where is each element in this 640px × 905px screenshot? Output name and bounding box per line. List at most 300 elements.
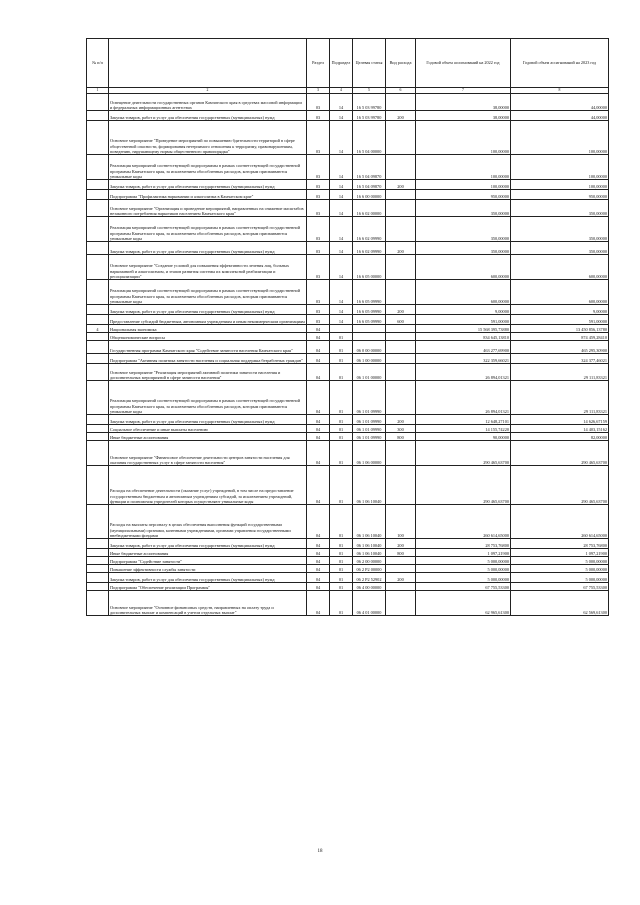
budget-allocation-table [86,38,609,616]
row-name: Расходы на обеспечение деятельности (оказание услуг) учреждений, в том числе на предоставление государственным бюджетным и автономным учреждениям субсидий, за исключением учреждений, функции и полномочия учредителей которых осуществляют уникальные коды [109,466,307,505]
row-vr: 800 [386,433,416,441]
row-number [87,200,109,217]
row-sum-2022: 591,00000 [416,315,511,325]
row-name: Национальная экономика [109,325,307,333]
row-number [87,190,109,200]
row-number [87,315,109,325]
row-sum-2022: 62 965,61300 [416,591,511,616]
row-sum-2022: 950,00000 [416,190,511,200]
row-sum-2022: 100,00000 [416,121,511,155]
row-sum-2022: 100,00000 [416,180,511,190]
row-podrazdel: 14 [330,190,353,200]
row-name: Повышение эффективности службы занятости [109,565,307,573]
table-row [87,441,609,466]
header-vr: Вид расхода [386,39,416,88]
row-podrazdel: 01 [330,341,353,354]
row-vr [386,255,416,280]
row-podrazdel: 14 [330,242,353,255]
page-number: 18 [317,849,323,854]
row-sum-2023: 62 569,61300 [511,591,609,616]
row-razdel: 04 [307,341,330,354]
row-number [87,441,109,466]
row-number [87,305,109,315]
row-sum-2023: 591,00000 [511,315,609,325]
row-sum-2023: 1 097,21900 [511,549,609,557]
row-sum-2022: 5 000,00000 [416,573,511,583]
row-csr: 06 1 06 00000 [353,441,386,466]
row-vr: 300 [386,425,416,433]
row-name: Освещение деятельности государственных органов Камчатского края в средствах массовой информации и федеральных информационных агентствах [109,94,307,111]
row-number [87,111,109,121]
row-sum-2022: 14 155,74220 [416,425,511,433]
row-sum-2022: 290 465,63700 [416,466,511,505]
row-sum-2023: 82,00000 [511,433,609,441]
row-sum-2023: 28 753,76800 [511,539,609,549]
row-sum-2022: 322 359,66021 [416,354,511,364]
column-number: 4 [330,88,353,94]
row-podrazdel: 01 [330,573,353,583]
row-razdel: 04 [307,433,330,441]
row-name: Основное мероприятие "Финансовое обеспечение деятельности центров занятости населения для оказания государственных услуг в сфере занятости населения" [109,441,307,466]
row-sum-2023: 100,00000 [511,121,609,155]
row-razdel: 03 [307,200,330,217]
row-csr: 06 1 00 00000 [353,354,386,364]
row-csr: 16 6 05 09990 [353,315,386,325]
row-name: Подпрограмма "Содействие занятости" [109,557,307,565]
row-vr [386,557,416,565]
row-sum-2022: 463 277,69900 [416,341,511,354]
row-sum-2022: 26 894,01321 [416,381,511,415]
row-name: Иные бюджетные ассигнования [109,549,307,557]
row-name: Социальное обеспечение и иные выплаты населению [109,425,307,433]
row-razdel: 03 [307,217,330,242]
row-podrazdel: 01 [330,505,353,539]
row-podrazdel: 14 [330,315,353,325]
row-razdel: 03 [307,315,330,325]
row-podrazdel: 01 [330,557,353,565]
row-sum-2023: 13 450 856,13780 [511,325,609,333]
row-podrazdel: 01 [330,333,353,341]
row-razdel: 04 [307,557,330,565]
row-razdel: 04 [307,466,330,505]
row-csr: 06 0 00 00000 [353,341,386,354]
row-number [87,557,109,565]
row-number [87,539,109,549]
row-csr: 16 6 02 09990 [353,217,386,242]
row-name: Подпрограмма "Профилактика наркомании и алкоголизма в Камчатском крае" [109,190,307,200]
row-sum-2022: 350,00000 [416,217,511,242]
row-sum-2022: 38,00000 [416,111,511,121]
row-number [87,255,109,280]
row-csr: 16 6 00 00000 [353,190,386,200]
row-podrazdel: 01 [330,354,353,364]
table-row [87,433,609,441]
row-razdel: 04 [307,539,330,549]
row-podrazdel: 01 [330,591,353,616]
row-name: Закупка товаров, работ и услуг для обеспечения государственных (муниципальных) нужд [109,415,307,425]
row-name: Основное мероприятие "Реализация мероприятий активной политики занятости населения и дополнительных мероприятий в сфере занятости населения" [109,364,307,381]
header-sum-2022: Годовой объем ассигнований на 2022 год [416,39,511,88]
row-number [87,565,109,573]
row-number [87,591,109,616]
row-name: Реализация мероприятий соответствующей подпрограммы в рамках соответствующей государственной программы Камчатского края, за исключением обособленных расходов, которым присваиваются уникальные коды [109,217,307,242]
table-row [87,94,609,111]
row-vr: 200 [386,111,416,121]
row-name: Подпрограмма "Обеспечение реализации Программы" [109,583,307,591]
row-name: Предоставление субсидий бюджетным, автономным учреждениям и иным некоммерческим организациям [109,315,307,325]
table-row [87,217,609,242]
row-podrazdel: 01 [330,415,353,425]
row-vr [386,583,416,591]
row-number [87,549,109,557]
row-sum-2022: 260 614,65000 [416,505,511,539]
row-number [87,505,109,539]
row-podrazdel: 01 [330,466,353,505]
row-csr: 16 5 04 09870 [353,155,386,180]
row-name: Расходы на выплаты персоналу в целях обеспечения выполнения функций государственными (муниципальными) органами, казенными учреждениями, органами управления государственными внебюджетными фондами [109,505,307,539]
row-sum-2023: 600,00000 [511,255,609,280]
row-sum-2023: 600,00000 [511,280,609,305]
row-sum-2022: 12 648,27101 [416,415,511,425]
row-csr: 06 1 06 10040 [353,505,386,539]
row-name: Закупка товаров, работ и услуг для обеспечения государственных (муниципальных) нужд [109,539,307,549]
row-razdel: 04 [307,573,330,583]
row-number [87,364,109,381]
row-number [87,573,109,583]
budget-table-sheet [86,38,608,616]
row-vr: 800 [386,549,416,557]
row-sum-2023: 260 614,65000 [511,505,609,539]
row-csr: 06 1 06 10040 [353,549,386,557]
table-row [87,573,609,583]
row-razdel: 04 [307,381,330,415]
row-sum-2022: 834 645,13810 [416,333,511,341]
table-row [87,242,609,255]
row-sum-2023: 29 111,83321 [511,381,609,415]
row-number [87,466,109,505]
row-podrazdel: 01 [330,425,353,433]
row-vr [386,466,416,505]
row-podrazdel: 01 [330,364,353,381]
row-csr: 06 2 00 00000 [353,557,386,565]
table-row [87,539,609,549]
row-name: Реализация мероприятий соответствующей подпрограммы в рамках соответствующей государственной программы Камчатского края, за исключением обособленных расходов, которым присваиваются уникальные коды [109,381,307,415]
row-sum-2023: 350,00000 [511,200,609,217]
row-razdel: 03 [307,280,330,305]
row-razdel: 04 [307,325,330,333]
table-row [87,557,609,565]
row-sum-2023: 350,00000 [511,217,609,242]
row-vr [386,333,416,341]
row-name: Закупка товаров, работ и услуг для обеспечения государственных (муниципальных) нужд [109,242,307,255]
row-number [87,155,109,180]
row-vr [386,155,416,180]
row-csr [353,333,386,341]
row-podrazdel: 14 [330,305,353,315]
row-vr: 200 [386,180,416,190]
table-row [87,549,609,557]
row-vr [386,341,416,354]
row-sum-2022: 5 000,00000 [416,557,511,565]
table-row [87,505,609,539]
row-sum-2023: 874 459,28410 [511,333,609,341]
table-body [87,94,609,616]
table-row [87,415,609,425]
row-vr [386,325,416,333]
row-razdel: 03 [307,111,330,121]
row-podrazdel: 14 [330,121,353,155]
row-vr: 200 [386,242,416,255]
table-row [87,583,609,591]
row-csr: 16 5 03 99780 [353,94,386,111]
row-sum-2023: 5 000,00000 [511,565,609,573]
row-name: Закупка товаров, работ и услуг для обеспечения государственных (муниципальных) нужд [109,305,307,315]
row-number [87,94,109,111]
row-razdel: 04 [307,354,330,364]
row-vr: 100 [386,505,416,539]
row-sum-2022: 600,00000 [416,255,511,280]
table-row [87,190,609,200]
row-podrazdel: 14 [330,155,353,180]
row-name: Основное мероприятие "Основное финансовых средств, направленных на оплату труда и дополнительных выплат и компенсаций в учетом отдельных выплат" [109,591,307,616]
column-number: 8 [511,88,609,94]
row-podrazdel: 01 [330,565,353,573]
row-podrazdel: 01 [330,583,353,591]
row-podrazdel: 01 [330,441,353,466]
row-sum-2023: 100,00000 [511,155,609,180]
header-sum-2023: Годовой объем ассигнований на 2023 год [511,39,609,88]
row-razdel: 03 [307,155,330,180]
row-name: Основное мероприятие "Создание условий для повышения эффективности лечения лиц, больных наркоманией и алкоголизмом, и этапов развития системы их комплексной реабилитации и ресоциализации" [109,255,307,280]
row-razdel: 03 [307,242,330,255]
row-csr: 06 2 P2 52902 [353,573,386,583]
row-podrazdel: 14 [330,255,353,280]
row-sum-2023: 14 403,15162 [511,425,609,433]
table-row [87,200,609,217]
table-row [87,341,609,354]
row-csr: 16 6 02 00000 [353,200,386,217]
header-razdel: Раздел [307,39,330,88]
table-row [87,325,609,333]
header-csr: Целевая статья [353,39,386,88]
row-razdel: 04 [307,591,330,616]
row-sum-2022: 5 000,00000 [416,565,511,573]
row-sum-2023: 290 465,63700 [511,466,609,505]
row-number [87,425,109,433]
row-csr: 16 6 02 09990 [353,242,386,255]
row-vr: 200 [386,539,416,549]
row-vr [386,565,416,573]
table-row [87,280,609,305]
row-sum-2023: 350,00000 [511,242,609,255]
row-number [87,333,109,341]
row-name: Основное мероприятие "Организация и проведение мероприятий, направленных на снижение масштабов незаконного потребления наркотиков населением Камчатского края" [109,200,307,217]
row-razdel: 04 [307,565,330,573]
row-sum-2022: 600,00000 [416,280,511,305]
row-sum-2022: 350,00000 [416,200,511,217]
table-row [87,255,609,280]
row-number [87,242,109,255]
table-row [87,180,609,190]
row-razdel: 03 [307,255,330,280]
row-podrazdel: 14 [330,280,353,305]
row-razdel: 03 [307,94,330,111]
row-number [87,280,109,305]
row-csr: 06 1 01 09990 [353,433,386,441]
header-row [87,39,609,88]
row-csr: 06 2 P2 00000 [353,565,386,573]
row-sum-2022: 67 755,53300 [416,583,511,591]
row-vr [386,280,416,305]
row-csr: 06 1 06 10040 [353,466,386,505]
row-sum-2023: 9,00000 [511,305,609,315]
row-sum-2023: 465 295,30900 [511,341,609,354]
row-number [87,180,109,190]
row-csr: 16 6 05 09990 [353,280,386,305]
row-csr: 16 5 03 99780 [353,111,386,121]
row-sum-2023: 100,00000 [511,180,609,190]
row-razdel: 03 [307,180,330,190]
row-name: Закупка товаров, работ и услуг для обеспечения государственных (муниципальных) нужд [109,573,307,583]
row-vr [386,364,416,381]
table-row [87,466,609,505]
row-name: Общеэкономические вопросы [109,333,307,341]
column-number: 1 [87,88,109,94]
row-sum-2022: 9,00000 [416,305,511,315]
row-podrazdel: 01 [330,381,353,415]
row-razdel: 04 [307,583,330,591]
row-number [87,354,109,364]
row-sum-2022: 28 753,76800 [416,539,511,549]
row-podrazdel [330,325,353,333]
row-podrazdel: 01 [330,433,353,441]
table-row [87,305,609,315]
row-razdel: 04 [307,364,330,381]
row-podrazdel: 14 [330,94,353,111]
row-podrazdel: 01 [330,549,353,557]
column-number: 5 [353,88,386,94]
row-sum-2023: 29 111,83321 [511,364,609,381]
row-sum-2023: 44,00000 [511,111,609,121]
row-csr: 16 6 05 09990 [353,305,386,315]
table-row [87,425,609,433]
row-sum-2022: 90,00000 [416,433,511,441]
row-razdel: 04 [307,549,330,557]
row-csr: 06 1 01 09990 [353,425,386,433]
row-razdel: 04 [307,415,330,425]
row-vr: 200 [386,305,416,315]
row-csr: 06 4 01 00000 [353,591,386,616]
table-row [87,565,609,573]
row-number [87,583,109,591]
row-number [87,381,109,415]
row-name: Подпрограмма "Активная политика занятости населения и социальная поддержка безработных граждан" [109,354,307,364]
row-name: Реализация мероприятий соответствующей подпрограммы в рамках соответствующей государственной программы Камчатского края, за исключением обособленных расходов, которым присваиваются уникальные коды [109,155,307,180]
row-vr [386,94,416,111]
table-row [87,381,609,415]
row-vr [386,381,416,415]
row-sum-2022: 290 465,63700 [416,441,511,466]
row-vr [386,441,416,466]
row-podrazdel: 01 [330,539,353,549]
row-vr [386,200,416,217]
row-number [87,341,109,354]
row-vr [386,217,416,242]
row-name: Иные бюджетные ассигнования [109,433,307,441]
row-name: Государственная программа Камчатского края "Содействие занятости населения Камчатского края" [109,341,307,354]
row-razdel: 03 [307,305,330,315]
row-podrazdel: 14 [330,111,353,121]
table-row [87,155,609,180]
row-csr: 06 1 01 00000 [353,364,386,381]
row-name: Реализация мероприятий соответствующей подпрограммы в рамках соответствующей государственной программы Камчатского края, за исключением обособленных расходов, которым присваиваются уникальные коды [109,280,307,305]
table-row [87,333,609,341]
row-csr: 06 1 01 09990 [353,381,386,415]
row-sum-2022: 38,00000 [416,94,511,111]
row-number [87,217,109,242]
row-csr: 16 6 05 00000 [353,255,386,280]
table-row [87,591,609,616]
table-row [87,364,609,381]
table-row [87,111,609,121]
row-vr [386,190,416,200]
row-vr [386,354,416,364]
table-row [87,354,609,364]
row-number [87,415,109,425]
row-razdel: 04 [307,505,330,539]
table-row [87,315,609,325]
row-sum-2023: 324 377,46021 [511,354,609,364]
row-sum-2023: 67 755,53300 [511,583,609,591]
header-name [109,39,307,88]
row-razdel: 03 [307,121,330,155]
row-sum-2023: 290 465,63700 [511,441,609,466]
row-sum-2022: 26 894,01321 [416,364,511,381]
row-razdel: 04 [307,425,330,433]
row-name: Закупка товаров, работ и услуг для обеспечения государственных (муниципальных) нужд [109,180,307,190]
column-number: 2 [109,88,307,94]
row-razdel: 04 [307,333,330,341]
row-csr: 06 1 01 09990 [353,415,386,425]
row-sum-2022: 350,00000 [416,242,511,255]
header-num: № п/п [87,39,109,88]
row-csr: 16 5 04 00000 [353,121,386,155]
row-vr: 200 [386,573,416,583]
row-vr [386,121,416,155]
column-number: 7 [416,88,511,94]
row-sum-2023: 5 000,00000 [511,557,609,565]
row-number [87,433,109,441]
row-sum-2023: 44,00000 [511,94,609,111]
row-sum-2023: 14 626,67159 [511,415,609,425]
row-csr: 06 4 00 00000 [353,583,386,591]
row-sum-2022: 100,00000 [416,155,511,180]
row-sum-2022: 1 097,21900 [416,549,511,557]
row-csr: 06 1 06 10040 [353,539,386,549]
row-csr: 16 5 04 09870 [353,180,386,190]
row-number [87,121,109,155]
column-number: 6 [386,88,416,94]
header-podrazdel: Подраздел [330,39,353,88]
row-podrazdel: 14 [330,217,353,242]
row-name: Закупка товаров, работ и услуг для обеспечения государственных (муниципальных) нужд [109,111,307,121]
row-csr [353,325,386,333]
row-razdel: 04 [307,441,330,466]
row-vr: 200 [386,415,416,425]
row-number: 4 [87,325,109,333]
row-podrazdel: 14 [330,180,353,190]
row-name: Основное мероприятие "Проведение мероприятий по повышению бдительности территорий в сфере общественной опасности, формирования нетерпимого отношения к терроризму, правонарушениям, поведению, нарушающему нормы общественного правопорядка" [109,121,307,155]
